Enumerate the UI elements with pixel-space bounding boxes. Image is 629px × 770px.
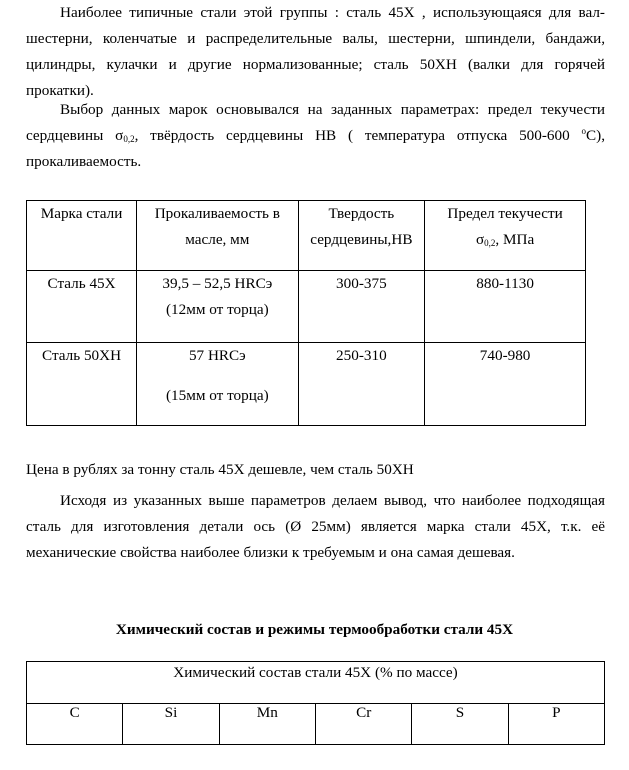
header-grade: Марка стали	[27, 201, 137, 271]
paragraph-conclusion: Исходя из указанных выше параметров делаем вывод, что наиболее подходящая сталь для изготовления детали ось (Ø 25мм) является марка стали 45Х, т.к. её механические свойства наиболее близки к требуемым и она самая дешевая.	[26, 492, 605, 561]
cell-yield: 880-1130	[425, 271, 586, 343]
cell-grade: Сталь 50ХН	[27, 343, 137, 426]
chemical-composition-table	[26, 661, 605, 745]
cell-hardenability: 39,5 – 52,5 HRCэ (12мм от торца)	[137, 271, 298, 343]
column-header-s: S	[412, 704, 508, 745]
column-header-cr: Cr	[316, 704, 412, 745]
cell-grade: Сталь 45Х	[27, 271, 137, 343]
column-header-mn: Mn	[219, 704, 315, 745]
cell-yield: 740-980	[425, 343, 586, 426]
section-heading: Химический состав и режимы термообработки стали 45Х	[115, 621, 514, 638]
header-hardness: Твердость сердцевины,НВ	[298, 201, 425, 271]
cell-hardness: 300-375	[298, 271, 425, 343]
table-header-row	[27, 201, 586, 271]
paragraph-price: Цена в рублях за тонну сталь 45Х дешевле, чем сталь 50ХН	[26, 461, 414, 478]
column-header-p: P	[508, 704, 604, 745]
column-header-si: Si	[123, 704, 219, 745]
paragraph-steel-group: Наиболее типичные стали этой группы : сталь 45Х , использующаяся для вал-шестерни, коленчатые и распределительные валы, шестерни, шпиндели, бандажи, цилиндры, кулачки и другие нормализованные; сталь 50ХН (валки для горячей прокатки).	[26, 4, 605, 99]
composition-title: Химический состав стали 45Х (% по массе)	[27, 662, 605, 704]
column-header-c: C	[27, 704, 123, 745]
steel-comparison-table	[26, 200, 586, 426]
header-hardenability: Прокаливаемость в масле, мм	[137, 201, 298, 271]
table-row	[27, 343, 586, 426]
cell-hardenability: 57 HRCэ (15мм от торца)	[137, 343, 298, 426]
paragraph-selection-criteria: Выбор данных марок основывался на заданных параметрах: предел текучести сердцевины $\sigma_{0,2}$, твёрдость сердцевины НВ ( температура отпуска 500-600 $^о$С), прокаливаемость.	[26, 101, 605, 170]
header-yield: Предел текучести $\sigma_{0,2}$, МПа	[425, 201, 586, 271]
cell-hardness: 250-310	[298, 343, 425, 426]
table-row	[27, 271, 586, 343]
